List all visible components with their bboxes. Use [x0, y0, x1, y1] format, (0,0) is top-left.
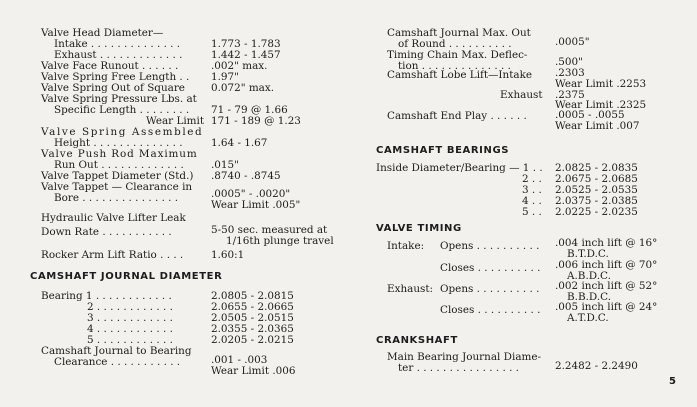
- timing-sub: Opens . . . . . . . . . .: [440, 240, 540, 252]
- spec-value: 171 - 189 @ 1.23: [211, 115, 301, 127]
- spec-label: Hydraulic Valve Lifter Leak: [41, 212, 186, 224]
- spec-label: Valve Spring Assembled: [41, 126, 204, 138]
- bearing-label: 3 . .: [522, 184, 542, 196]
- spec-value: 71 - 79 @ 1.66: [211, 104, 288, 116]
- journal-label: 4 . . . . . . . . . . . .: [87, 323, 173, 335]
- journal-label: 2 . . . . . . . . . . . .: [87, 301, 173, 313]
- spec-value: 1.60:1: [211, 249, 245, 261]
- spec-label: of Round . . . . . . . . . .: [398, 38, 512, 50]
- spec-value: 1.97": [211, 71, 239, 83]
- timing-label: Intake:: [387, 240, 425, 252]
- spec-value: Wear Limit .2325: [555, 99, 647, 111]
- spec-value: 1.773 - 1.783: [211, 38, 281, 50]
- journal-value: 2.0355 - 2.0365: [211, 323, 294, 335]
- spec-label: Valve Spring Pressure Lbs. at: [41, 93, 197, 105]
- spec-value: 1/16th plunge travel: [226, 235, 334, 247]
- spec-label: Valve Push Rod Maximum: [41, 148, 198, 160]
- timing-value: B.T.D.C.: [567, 248, 609, 260]
- journal-value: 2.0505 - 2.0515: [211, 312, 294, 324]
- spec-value: .2303: [555, 67, 585, 79]
- timing-sub: Opens . . . . . . . . . .: [440, 283, 540, 295]
- spec-value: 1.64 - 1.67: [211, 137, 268, 149]
- bearing-value: 2.0225 - 2.0235: [555, 206, 638, 218]
- section-heading: CAMSHAFT JOURNAL DIAMETER: [30, 271, 223, 282]
- spec-value: .015": [211, 159, 239, 171]
- bearing-value: 2.0825 - 2.0835: [555, 162, 638, 174]
- spec-label: Exhaust: [500, 89, 543, 101]
- spec-value: Wear Limit .006: [211, 365, 296, 377]
- spec-label: Down Rate . . . . . . . . . . .: [41, 226, 172, 238]
- spec-label: Wear Limit: [146, 115, 205, 127]
- timing-sub: Closes . . . . . . . . . .: [440, 304, 541, 316]
- spec-label: Bore . . . . . . . . . . . . . . .: [54, 192, 179, 204]
- timing-value: .004 inch lift @ 16°: [555, 237, 658, 249]
- journal-value: 2.0655 - 2.0665: [211, 301, 294, 313]
- spec-label: Intake . . . . . . . . . . . . . .: [54, 38, 181, 50]
- spec-value: .2375: [555, 89, 585, 101]
- journal-value: 2.0805 - 2.0815: [211, 290, 294, 302]
- section-heading: VALVE TIMING: [376, 223, 462, 234]
- spec-label: Exhaust . . . . . . . . . . . . .: [54, 49, 183, 61]
- journal-label: Bearing 1 . . . . . . . . . . . .: [41, 290, 172, 302]
- journal-label: 3 . . . . . . . . . . . .: [87, 312, 173, 324]
- spec-label: Valve Spring Free Length . .: [41, 71, 190, 83]
- timing-value: .006 inch lift @ 70°: [555, 259, 658, 271]
- spec-label: Clearance . . . . . . . . . . .: [54, 356, 181, 368]
- spec-value: 2.2482 - 2.2490: [555, 360, 638, 372]
- spec-value: .001 - .003: [211, 354, 268, 366]
- timing-value: A.B.D.C.: [567, 270, 611, 282]
- bearing-value: 2.0675 - 2.0685: [555, 173, 638, 185]
- spec-label: Camshaft Journal Max. Out: [387, 27, 531, 39]
- spec-label: Valve Tappet — Clearance in: [41, 181, 193, 193]
- spec-value: 0.072" max.: [211, 82, 275, 94]
- bearing-value: 2.0375 - 2.0385: [555, 195, 638, 207]
- spec-value: Wear Limit .007: [555, 120, 640, 132]
- spec-value: .002" max.: [211, 60, 268, 72]
- spec-value: .8740 - .8745: [211, 170, 281, 182]
- spec-value: Wear Limit .005": [211, 199, 301, 211]
- bearing-label: 5 . .: [522, 206, 542, 218]
- timing-value: A.T.D.C.: [567, 312, 609, 324]
- bearing-label: 2 . .: [522, 173, 542, 185]
- spec-label: Timing Chain Max. Deflec-: [387, 49, 528, 61]
- spec-value: .0005 - .0055: [555, 109, 625, 121]
- spec-value: .0005": [555, 36, 590, 48]
- spec-label: Valve Head Diameter—: [41, 27, 164, 39]
- spec-label: Camshaft Journal to Bearing: [41, 345, 192, 357]
- spec-label: tion . . . . . . . . . . . . . .: [398, 60, 511, 72]
- section-heading: CAMSHAFT BEARINGS: [376, 145, 510, 156]
- spec-label: Camshaft Lobe Lift—Intake: [387, 69, 533, 81]
- spec-value: 5-50 sec. measured at: [211, 224, 328, 236]
- bearing-label: Inside Diameter/Bearing — 1 . .: [376, 162, 543, 174]
- spec-label: Main Bearing Journal Diame-: [387, 351, 542, 363]
- spec-label: Valve Tappet Diameter (Std.): [41, 170, 194, 182]
- spec-value: 1.442 - 1.457: [211, 49, 281, 61]
- spec-label: Run Out . . . . . . . . . . . . .: [54, 159, 184, 171]
- section-heading: CRANKSHAFT: [376, 335, 458, 346]
- journal-value: 2.0205 - 2.0215: [211, 334, 294, 346]
- spec-label: Camshaft End Play . . . . . .: [387, 110, 527, 122]
- timing-sub: Closes . . . . . . . . . .: [440, 262, 541, 274]
- page-number: 5: [669, 376, 676, 387]
- spec-label: Valve Spring Out of Square: [41, 82, 185, 94]
- spec-value: .500": [555, 56, 583, 68]
- timing-value: .005 inch lift @ 24°: [555, 301, 658, 313]
- spec-label: Valve Face Runout . . . . . .: [41, 60, 179, 72]
- spec-label: Specific Length . . . . . . . .: [54, 104, 190, 116]
- spec-value: .0005" - .0020": [211, 188, 291, 200]
- spec-value: Wear Limit .2253: [555, 78, 647, 90]
- spec-label: Height . . . . . . . . . . . . . .: [54, 137, 183, 149]
- journal-label: 5 . . . . . . . . . . . .: [87, 334, 173, 346]
- bearing-label: 4 . .: [522, 195, 542, 207]
- timing-label: Exhaust:: [387, 283, 434, 295]
- spec-label: Rocker Arm Lift Ratio . . . .: [41, 249, 184, 261]
- bearing-value: 2.0525 - 2.0535: [555, 184, 638, 196]
- timing-value: B.B.D.C.: [567, 291, 612, 303]
- timing-value: .002 inch lift @ 52°: [555, 280, 658, 292]
- spec-label: ter . . . . . . . . . . . . . . . .: [398, 362, 519, 374]
